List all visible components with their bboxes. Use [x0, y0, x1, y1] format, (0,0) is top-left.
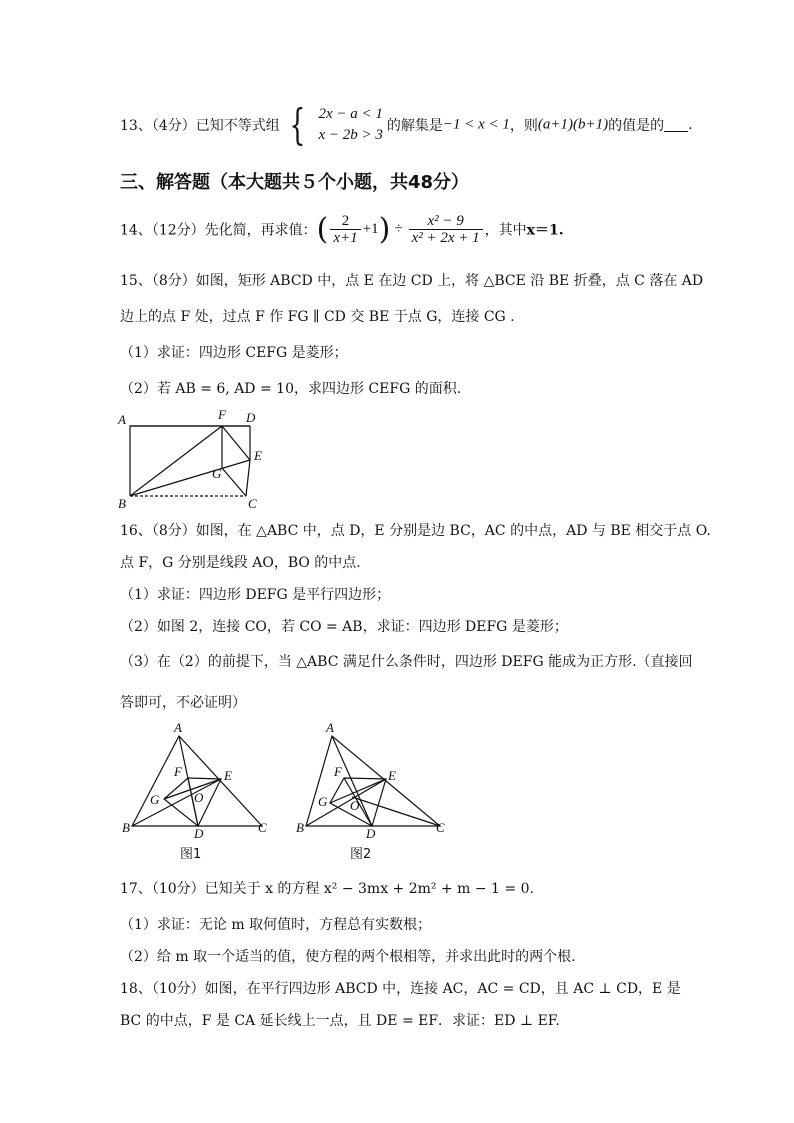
label-a: A [118, 412, 126, 427]
segment-gc [222, 468, 246, 496]
label-a: A [326, 722, 334, 735]
segment-fe [222, 426, 250, 460]
q13-expression: (a+1)(b+1) [537, 116, 609, 133]
q14-prefix: 14、（12分）先化简，再求值： [120, 222, 317, 239]
q15-part-2: （2）若 AB = 6, AD = 10，求四边形 CEFG 的面积. [120, 381, 462, 397]
fraction-1-denominator: x+1 [333, 230, 358, 246]
q13-line [120, 100, 693, 149]
label-o: O [350, 798, 360, 813]
label-g: G [318, 794, 328, 809]
label-b: B [122, 820, 130, 835]
answer-blank[interactable] [664, 119, 688, 132]
q16-part-3-continued: 答即可，不必证明） [120, 695, 246, 711]
label-f: F [174, 764, 182, 779]
q16-part-1: （1）求证：四边形 DEFG 是平行四边形； [120, 587, 391, 603]
q17-part-2: （2）给 m 取一个适当的值，使方程的两个根相等，并求出此时的两个根. [120, 949, 576, 965]
plus-one: +1 [362, 221, 379, 237]
q13-then: ，则 [509, 118, 538, 134]
q16-figure-1 [116, 722, 276, 862]
label-e: E [224, 768, 232, 783]
caption-figure-1: 图1 [180, 847, 202, 862]
label-d: D [194, 826, 204, 841]
label-d: D [366, 826, 376, 841]
triangle-abc [132, 736, 262, 826]
q14-suffix: ，其中 [484, 222, 527, 239]
segment-be [130, 460, 250, 496]
caption-figure-2: 图2 [350, 847, 372, 862]
fraction-1-numerator: 2 [330, 213, 360, 230]
inequality-row-2: x − 2b > 3 [318, 127, 383, 143]
label-a: A [174, 722, 182, 735]
q16-line-1: 16、（8分）如图，在 △ABC 中，点 D，E 分别是边 BC，AC 的中点，AD 与 BE 相交于点 O. [120, 523, 711, 539]
q15-line-2: 边上的点 F 处，过点 F 作 FG ∥ CD 交 BE 于点 G，连接 CG . [120, 309, 515, 325]
q15-figure [114, 404, 274, 512]
segment-bf [130, 426, 222, 496]
q16-line-2: 点 F，G 分别是线段 AO，BO 的中点. [120, 555, 361, 571]
fraction-2 [409, 213, 483, 246]
label-g: G [212, 466, 222, 481]
inequality-system [284, 100, 383, 149]
fraction-2-denominator: x² + 2x + 1 [411, 230, 480, 246]
q13-suffix: 的值是的 [608, 118, 665, 134]
q13-end: . [688, 117, 693, 133]
q16-figure-2 [290, 722, 450, 862]
label-c: C [248, 496, 257, 511]
label-b: B [118, 496, 126, 511]
segment-ec [246, 460, 250, 496]
rectangle-top-left [130, 426, 250, 496]
q15-line-1: 15、（8分）如图，矩形 ABCD 中，点 E 在边 CD 上，将 △BCE 沿 BE 折叠，点 C 落在 AD [120, 273, 704, 289]
label-o: O [194, 790, 204, 805]
left-paren: ( [316, 212, 329, 247]
right-paren: ) [378, 212, 391, 247]
q16-part-3: （3）在（2）的前提下，当 △ABC 满足什么条件时，四边形 DEFG 能成为正方形.（直接回 [120, 654, 693, 670]
fraction-2-numerator: x² − 9 [409, 213, 483, 230]
brace-symbol: { [289, 100, 306, 149]
label-f: F [334, 764, 342, 779]
q18-line-2: BC 的中点，F 是 CA 延长线上一点，且 DE = EF．求证：ED ⊥ EF. [120, 1013, 560, 1029]
segment-be [132, 779, 221, 826]
label-c: C [258, 820, 267, 835]
q17-line-1: 17、（10分）已知关于 x 的方程 x² − 3mx + 2m² + m − 1 = 0. [120, 881, 534, 897]
q13-mid: 的解集是 [386, 118, 443, 134]
inequality-row-1: 2x − a < 1 [318, 106, 383, 122]
q16-part-2: （2）如图 2，连接 CO，若 CO = AB，求证：四边形 DEFG 是菱形； [120, 619, 568, 635]
q13-prefix: 13、（4分）已知不等式组 [120, 118, 280, 134]
q17-part-1: （1）求证：无论 m 取何值时，方程总有实数根； [120, 917, 432, 933]
q14-line [120, 212, 564, 252]
label-e: E [388, 768, 396, 783]
label-f: F [218, 407, 226, 422]
label-b: B [296, 820, 304, 835]
q15-part-1: （1）求证：四边形 CEFG 是菱形； [120, 345, 348, 361]
label-g: G [150, 792, 160, 807]
divide-sign: ÷ [394, 221, 403, 237]
label-d: D [246, 410, 256, 425]
fraction-1 [330, 213, 360, 246]
label-c: C [436, 820, 445, 835]
q13-interval: −1 < x < 1 [442, 116, 510, 133]
label-e: E [254, 448, 262, 463]
q18-line-1: 18、（10分）如图，在平行四边形 ABCD 中，连接 AC，AC = CD，且 AC ⊥ CD，E 是 [120, 981, 681, 997]
section-title: 三、解答题（本大题共５个小题，共48分） [120, 172, 470, 193]
q14-condition: x＝1. [526, 222, 564, 239]
triangle-abc [306, 736, 440, 826]
